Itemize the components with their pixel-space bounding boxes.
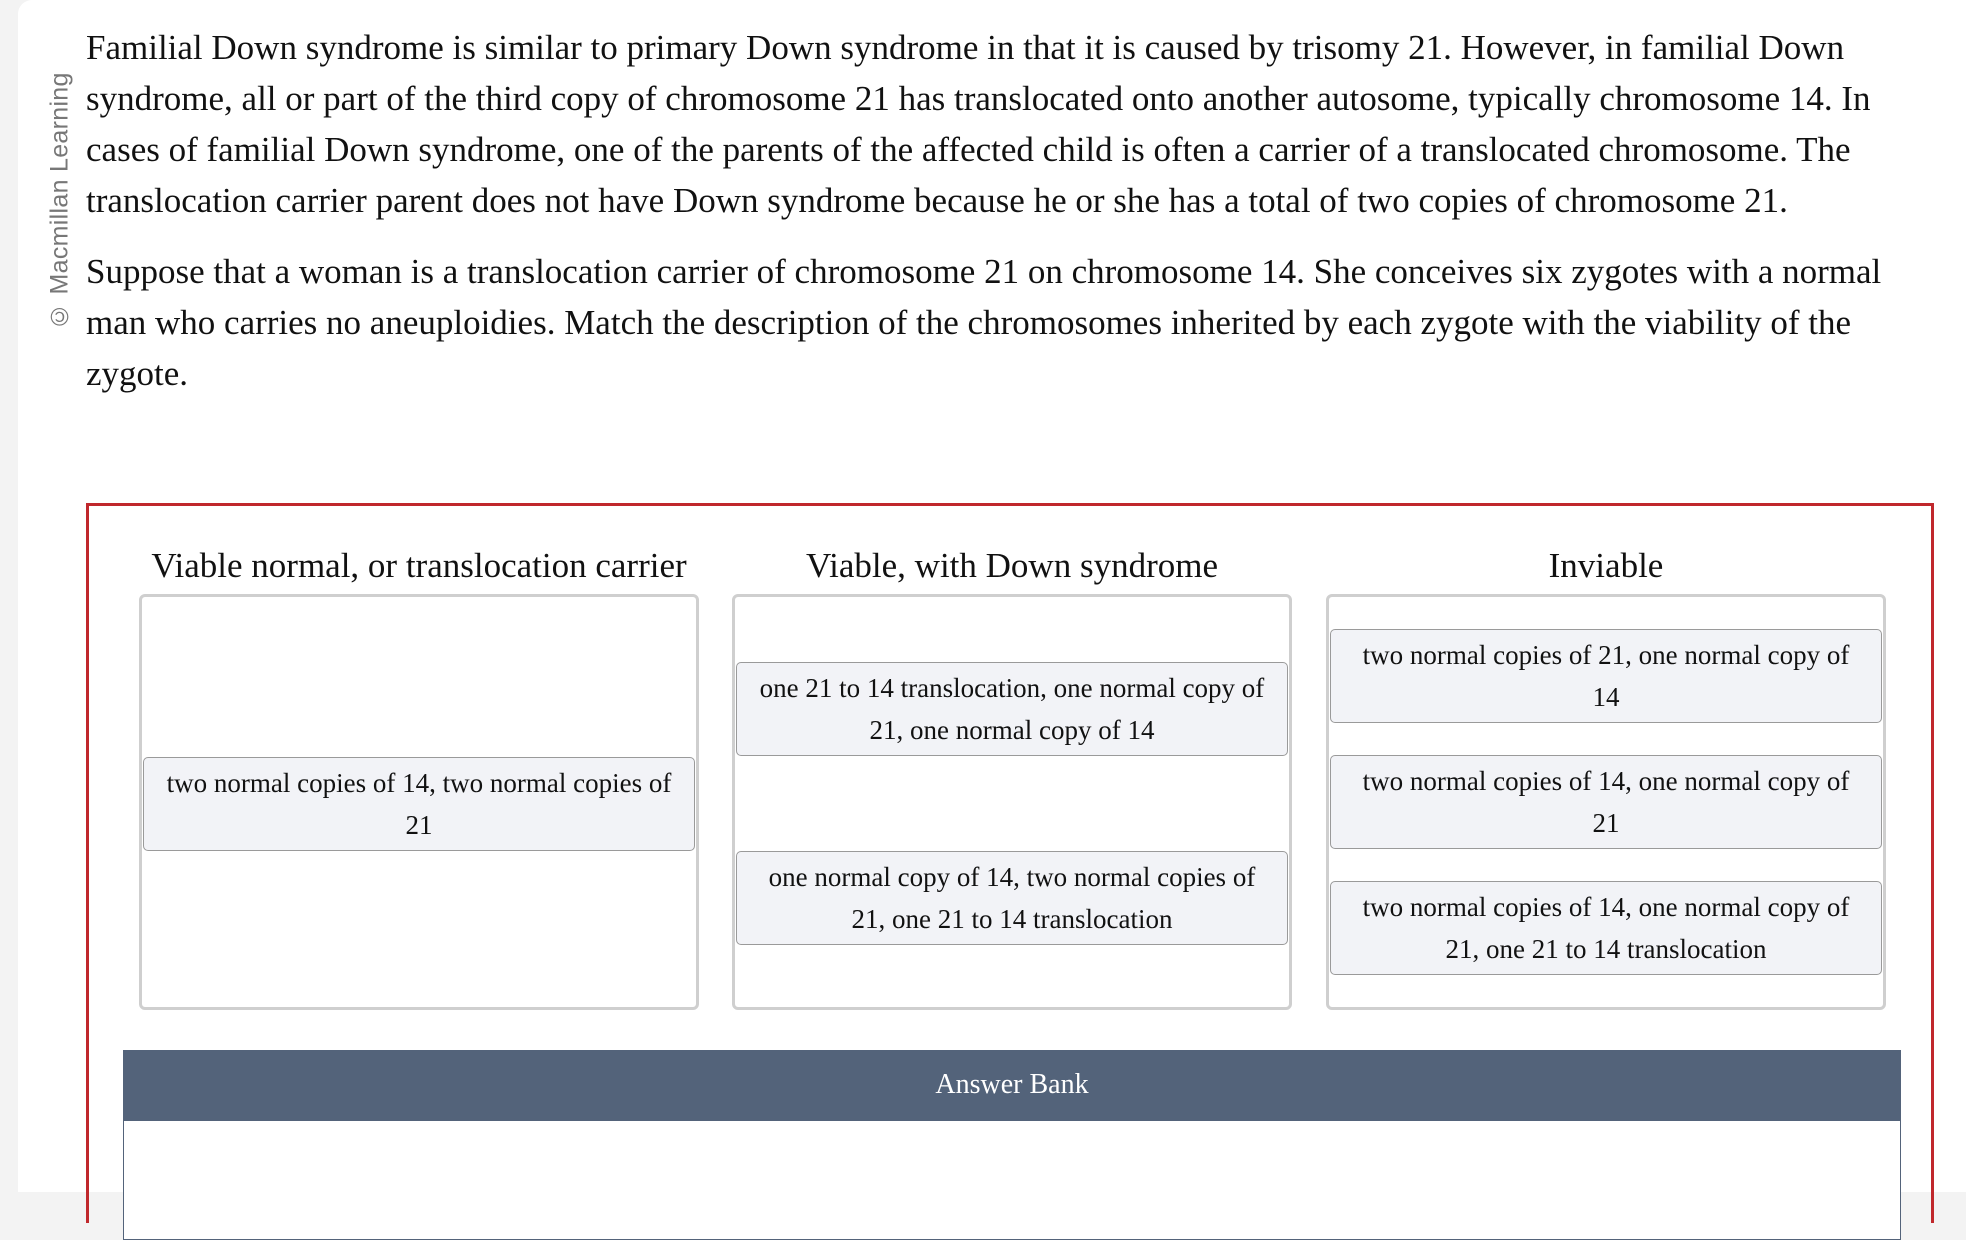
drop-zone-viable-down-syndrome[interactable] [732,594,1292,1010]
answer-chip[interactable]: two normal copies of 14, two normal copies of 21 [143,757,695,851]
answer-chip[interactable]: one normal copy of 14, two normal copies of 21, one 21 to 14 translocation [736,851,1288,945]
answer-chip[interactable]: two normal copies of 14, one normal copy of 21 [1330,755,1882,849]
matching-task [86,503,1934,1223]
watermark: © Macmillan Learning [45,72,74,330]
answer-chip[interactable]: two normal copies of 14, one normal copy of 21, one 21 to 14 translocation [1330,881,1882,975]
answer-chip[interactable]: one 21 to 14 translocation, one normal copy of 21, one normal copy of 14 [736,662,1288,756]
column-title: Viable normal, or translocation carrier [151,546,687,585]
column-title: Viable, with Down syndrome [805,546,1218,585]
question-text [86,22,1946,419]
intro-paragraph-2: Suppose that a woman is a translocation carrier of chromosome 21 on chromosome 14. She conceives six zygotes with a normal man who carries no aneuploidies. Match the description of the chromosomes inherited by each zygote with the viability of the zygote. [86,252,1882,393]
question-page [18,0,1966,1192]
drop-zone-inviable[interactable] [1326,594,1886,1010]
answer-bank-header: Answer Bank [123,1050,1901,1120]
intro-paragraph-1: Familial Down syndrome is similar to primary Down syndrome in that it is caused by trisomy 21. However, in familial Down syndrome, all or part of the third copy of chromosome 21 has translocated onto another autosome, typically chromosome 14. In cases of familial Down syndrome, one of the parents of the affected child is often a carrier of a translocated chromosome. The translocation carrier parent does not have Down syndrome because he or she has a total of two copies of chromosome 21. [86,28,1871,220]
answer-bank-area[interactable] [123,1120,1901,1240]
drop-zone-viable-normal[interactable] [139,594,699,1010]
answer-chip[interactable]: two normal copies of 21, one normal copy of 14 [1330,629,1882,723]
column-title: Inviable [1548,546,1664,585]
